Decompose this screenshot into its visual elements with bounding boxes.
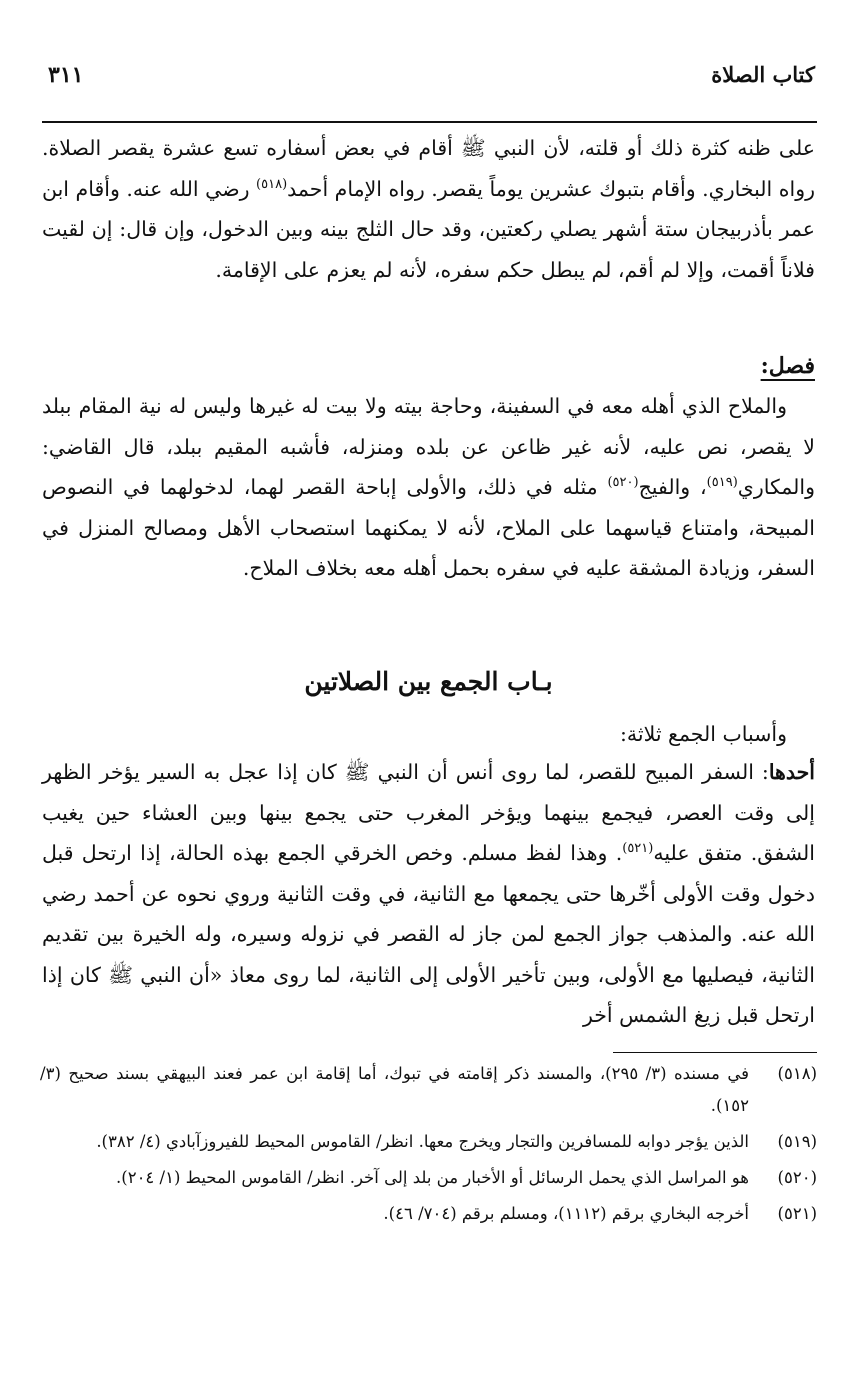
footnote-521 <box>40 1198 817 1230</box>
paragraph-1-text-a: على ظنه كثرة ذلك أو قلته، لأن النبي ﷺ أقام في بعض أسفاره تسع عشرة يقصر الصلاة. رواه البخاري. وأقام بتبوك عشرين يوماً يقصر. رواه الإمام أحمد <box>42 136 816 201</box>
paragraph-3-lead: أحدها <box>768 760 815 784</box>
footnote-text: أخرجه البخاري برقم (١١١٢)، ومسلم برقم (٧٠٤/ ٤٦). <box>383 1204 749 1223</box>
footnotes <box>40 1058 817 1234</box>
footnote-number: (٥٢١) <box>777 1204 817 1223</box>
paragraph-1 <box>42 128 815 290</box>
page-number: ٣١١ <box>48 62 84 88</box>
footnote-519 <box>40 1126 817 1158</box>
paragraph-3 <box>42 752 815 1036</box>
footnote-520 <box>40 1162 817 1194</box>
footnote-number: (٥١٩) <box>777 1132 817 1151</box>
running-title: كتاب الصلاة <box>711 62 815 87</box>
footnote-ref-520: (٥٢٠) <box>607 475 639 491</box>
footnote-text: هو المراسل الذي يحمل الرسائل أو الأخبار من بلد إلى آخر. انظر/ القاموس المحيط (١/ ٢٠٤). <box>116 1168 749 1187</box>
paragraph-1-text-b: رضي الله عنه. وأقام ابن عمر بأذربيجان ستة أشهر يصلي ركعتين، وقد حال الثلج بينه وبين الدخول، وإن قال: إن لقيت فلاناً أقمت، وإلا لم أقم، لم يبطل حكم سفره، لأنه لم يعزم على الإقامة. <box>42 176 815 282</box>
footnote-518 <box>40 1058 817 1122</box>
chapter-title: بـاب الجمع بين الصلاتين <box>304 667 553 696</box>
intro-line: وأسباب الجمع ثلاثة: <box>619 722 787 746</box>
page-header <box>48 62 815 102</box>
footnote-number: (٥٢٠) <box>777 1168 817 1187</box>
header-rule <box>42 121 817 123</box>
section-heading: فصل: <box>760 353 815 379</box>
footnote-ref-521: (٥٢١) <box>622 841 654 857</box>
footnote-text: في مسنده (٣/ ٢٩٥)، والمسند ذكر إقامته في تبوك، أما إقامة ابن عمر فعند البيهقي بسند صحيح (٣/ ١٥٢). <box>40 1064 749 1115</box>
paragraph-3-text-a: : السفر المبيح للقصر، لما روى أنس أن النبي ﷺ كان إذا عجل به السير يؤخر الظهر إلى وقت العصر، فيجمع بينهما ويؤخر المغرب حتى يجمع بينها وبين العشاء حين يغيب الشفق. متفق عليه <box>42 760 815 865</box>
paragraph-2-text-a: والملاح الذي أهله معه في السفينة، وحاجة بيته ولا بيت له غيرها وليس له نية المقام ببلد لا يقصر، نص عليه، لأنه غير ظاعن عن بلده ومنزله، فأشبه المقيم ببلد، قال القاضي: والمكاري <box>42 394 815 499</box>
footnote-text: الذين يؤجر دوابه للمسافرين والتجار ويخرج معها. انظر/ القاموس المحيط للفيروزآبادي (٤/ ٣٨٢). <box>96 1132 749 1151</box>
paragraph-2 <box>42 386 815 589</box>
footnote-ref-519: (٥١٩) <box>706 475 738 491</box>
footnote-number: (٥١٨) <box>777 1064 817 1083</box>
paragraph-3-text-b: . وهذا لفظ مسلم. وخص الخرقي الجمع بهذه الحالة، إذا ارتحل قبل دخول وقت الأولى أخّرها حتى يجمعها مع الثانية، في وقت الثانية وروي نحوه عن أحمد رضي الله عنه. والمذهب جواز الجمع لمن جاز له القصر في نزوله وسيره، وله الخيرة بين تقديم الثانية، فيصليها مع الأولى، وبين تأخير الأولى إلى الثانية، لما روى معاذ «أن النبي ﷺ كان إذا ارتحل قبل زيغ الشمس أخر <box>42 841 815 1027</box>
footnote-ref-518: (٥١٨) <box>256 176 288 192</box>
paragraph-2-text-c: مثله في ذلك، والأولى إباحة القصر لهما، لدخولهما في النصوص المبيحة، وامتناع قياسهما على الملاح، لأنه لا يمكنهما استصحاب الأهل ومصالح المنزل في السفر، وزيادة المشقة عليه في سفره بحمل أهله معه بخلاف الملاح. <box>42 475 815 580</box>
paragraph-2-text-b: ، والفيج <box>638 475 707 499</box>
footnote-separator <box>613 1052 817 1053</box>
